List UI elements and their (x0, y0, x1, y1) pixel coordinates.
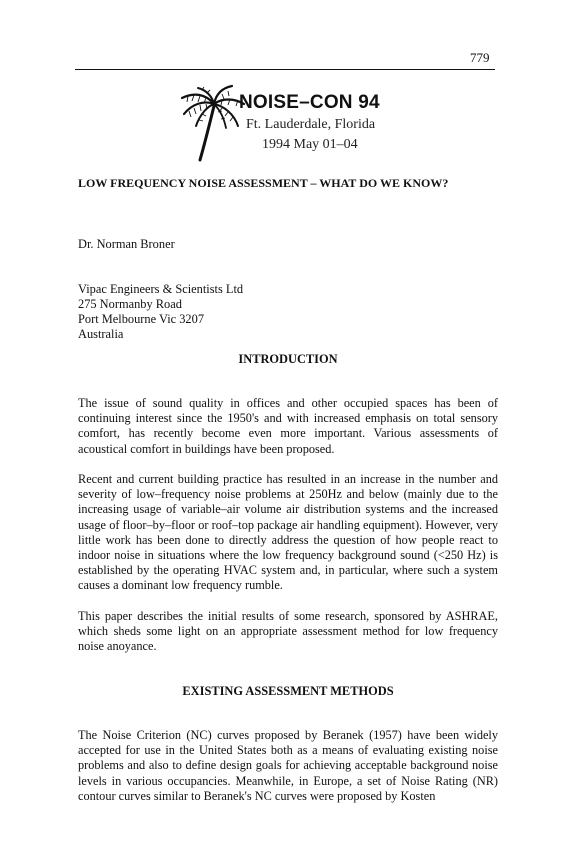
paper-title: LOW FREQUENCY NOISE ASSESSMENT – WHAT DO WE KNOW? (78, 176, 449, 190)
affiliation-line: Australia (78, 327, 124, 341)
conference-location: Ft. Lauderdale, Florida (246, 117, 376, 132)
affiliation-line: Vipac Engineers & Scientists Ltd (78, 282, 244, 296)
conference-logo (176, 84, 396, 164)
affiliation-line: 275 Normanby Road (78, 297, 182, 311)
section-heading-introduction: INTRODUCTION (238, 352, 338, 366)
section-heading-existing-methods: EXISTING ASSESSMENT METHODS (182, 684, 394, 698)
page-number: 779 (470, 50, 490, 65)
paragraph: This paper describes the initial results of some research, sponsored by ASHRAE, which sheds some light on an appropriate assessment method for low frequency noise anoyance. (78, 609, 498, 654)
header-rule (75, 69, 495, 70)
paragraph: The issue of sound quality in offices and other occupied spaces has been of continuing interest since the 1950's and with increased emphasis on total sensory comfort, has recently become even more important. Various assessments of acoustical comfort in buildings have been proposed. (78, 396, 498, 456)
conference-dates: 1994 May 01–04 (262, 137, 358, 152)
paragraph: The Noise Criterion (NC) curves proposed by Beranek (1957) have been widely accepted for use in the United States both as a means of evaluating existing noise problems and also to define design goals for achieving acceptable background noise levels in various occupancies. Meanwhile, in Europe, a set of Noise Rating (NR) contour curves similar to Beranek's NC curves were proposed by Kosten (78, 728, 498, 803)
conference-title: NOISE–CON 94 (239, 92, 380, 113)
author-affiliation (78, 282, 243, 342)
affiliation-line: Port Melbourne Vic 3207 (78, 312, 205, 326)
author-name: Dr. Norman Broner (78, 237, 175, 251)
paragraph: Recent and current building practice has resulted in an increase in the number and severity of low–frequency noise problems at 250Hz and below (mainly due to the increasing usage of variable–air volume air distribution systems and the increased usage of floor–by–floor or roof–top package air handling equipment). However, very little work has been done to directly address the question of how people react to indoor noise in situations where the low frequency background sound (<250 Hz) is established by the operating HVAC system and, in particular, where such a system causes a dominant low frequency rumble. (78, 472, 498, 593)
